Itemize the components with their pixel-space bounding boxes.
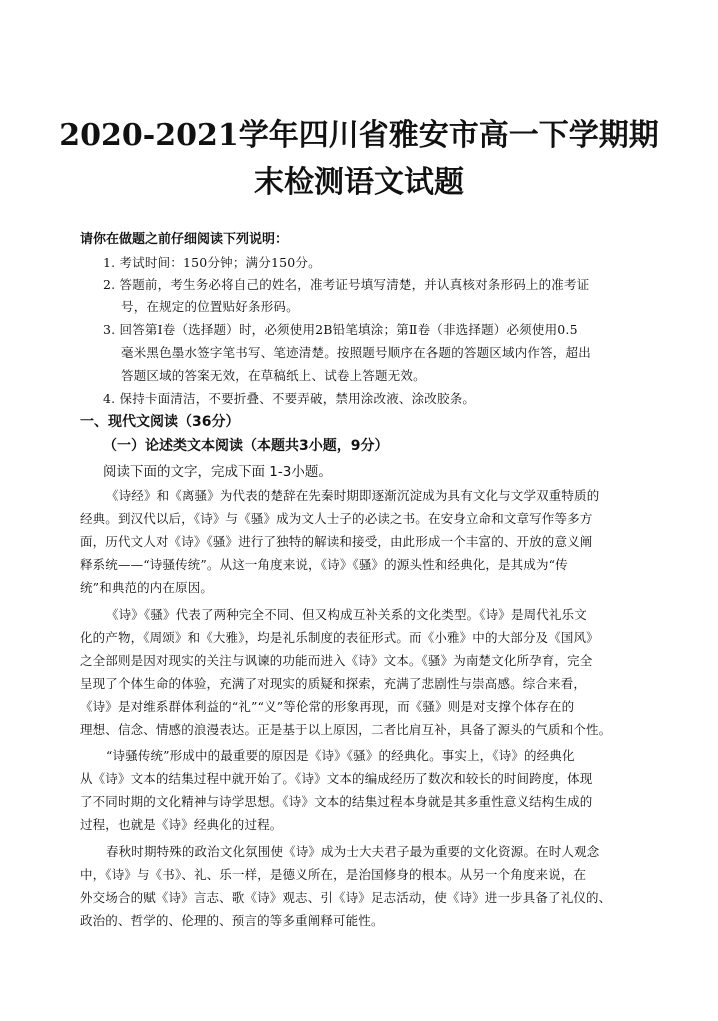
passage-line: 面，历代文人对《诗》《骚》进行了独特的解读和接受，由此形成一个丰富的、开放的意义阐 — [80, 534, 593, 549]
passage-line: 政治的、哲学的、伦理的、预言的等多重阐释可能性。 — [80, 913, 384, 928]
passage-line: 过程，也就是《诗》经典化的过程。 — [80, 817, 283, 832]
passage-line: 经典。到汉代以后，《诗》与《骚》成为文人士子的必读之书。在安身立命和文章写作等多方 — [80, 511, 593, 526]
passage-line: 《诗经》和《离骚》为代表的楚辞在先秦时期即逐渐沉淀成为具有文化与文学双重特质的 — [106, 488, 600, 503]
passage-line: 之全部则是因对现实的关注与讽谏的功能而进入《诗》文本。《骚》为南楚文化所孕育，完全 — [80, 653, 593, 668]
notice-line: 号，在规定的位置贴好条形码。 — [121, 299, 299, 314]
passage-line: 《诗》《骚》代表了两种完全不同、但又构成互补关系的文化类型。《诗》是周代礼乐文 — [106, 607, 587, 622]
passage-line: 中，《诗》与《书》、礼、乐一样，是德义所在，是治国修身的根本。从另一个角度来说，在 — [80, 867, 587, 882]
passage-line: 从《诗》文本的结集过程中就开始了。《诗》文本的编成经历了数次和较长的时间跨度，体现 — [80, 771, 593, 786]
notice-line: 毫米黑色墨水签字笔书写、笔迹清楚。按照题号顺序在各题的答题区域内作答，超出 — [121, 345, 591, 360]
notice-line: 1. 考试时间：150分钟；满分150分。 — [103, 255, 321, 270]
passage-line: “诗骚传统”形成中的最重要的原因是《诗》《骚》的经典化。事实上，《诗》的经典化 — [106, 748, 575, 763]
subsection-title: （一）论述类文本阅读（本题共3小题，9分） — [103, 438, 389, 454]
notice-heading: 请你在做题之前仔细阅读下列说明： — [80, 232, 289, 247]
notice-line: 2. 答题前，考生务必将自己的姓名，准考证号填写清楚，并认真核对条形码上的准考证 — [103, 277, 590, 292]
notice-line: 答题区域的答案无效，在草稿纸上、试卷上答题无效。 — [121, 368, 426, 383]
passage-line: 外交场合的赋《诗》言志、歌《诗》观志、引《诗》足志活动，使《诗》进一步具备了礼仪的、 — [80, 890, 612, 905]
passage-line: 《诗》是对维系群体利益的“礼”“义”等伦常的形象再现，而《骚》则是对支撑个体存在的 — [80, 699, 575, 714]
notice-line: 4. 保持卡面清洁，不要折叠、不要弄破，禁用涂改液、涂改胶条。 — [103, 391, 476, 406]
exam-title-line-2: 末检测语文试题 — [254, 165, 464, 200]
reading-instruction: 阅读下面的文字，完成下面 1-3小题。 — [103, 464, 332, 480]
section-title: 一、现代文阅读（36分） — [80, 414, 240, 430]
passage-line: 春秋时期特殊的政治文化氛围使《诗》成为士大夫君子最为重要的文化资源。在时人观念 — [106, 844, 600, 859]
passage-line: 了不同时期的文化精神与诗学思想。《诗》文本的结集过程本身就是其多重性意义结构生成的 — [80, 794, 593, 809]
passage-line: 呈现了个体生命的体验，充满了对现实的质疑和探索，充满了悲剧性与崇高感。综合来看， — [80, 676, 587, 691]
exam-title-line-1: 2020-2021学年四川省雅安市高一下学期期 — [59, 118, 659, 153]
passage-line: 理想、信念、情感的浪漫表达。正是基于以上原因，二者比肩互补，具备了源头的气质和个性。 — [80, 722, 612, 737]
passage-line: 统”和典范的内在原因。 — [80, 580, 214, 595]
passage-line: 释系统——“诗骚传统”。从这一角度来说，《诗》《骚》的源头性和经典化，是其成为“传 — [80, 557, 568, 572]
passage-line: 化的产物，《周颂》和《大雅》，均是礼乐制度的表征形式。而《小雅》中的大部分及《国风》 — [80, 630, 599, 645]
notice-line: 3. 回答第Ⅰ卷（选择题）时，必须使用2B铅笔填涂；第Ⅱ卷（非选择题）必须使用0.5 — [103, 322, 578, 337]
